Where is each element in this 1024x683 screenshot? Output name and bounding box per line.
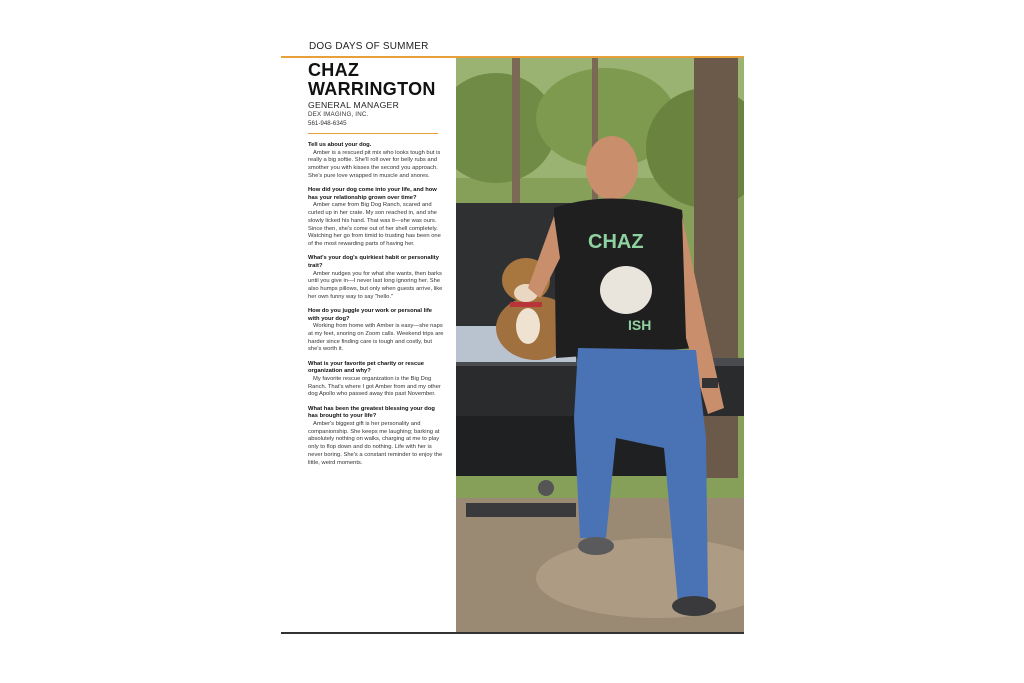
man-head [586, 136, 638, 200]
qa-question: What's your dog's quirkiest habit or personality trait? [308, 255, 439, 269]
qa-question: Tell us about your dog. [308, 142, 372, 148]
footer-rule [281, 632, 744, 634]
qa-item [308, 142, 445, 181]
qa-answer: Amber came from Big Dog Ranch, scared and curled up in her crate. My son reached in, and she slowly licked his hand. That was it—she was ours. Since then, she's come out of her shell completely. Watching her go from timid to trusting has been one of the most rewarding parts of having her. [308, 202, 441, 247]
qa-item [308, 406, 445, 468]
shoe-left [578, 537, 614, 555]
profile-company: DEX IMAGING, INC. [308, 111, 369, 118]
qa-list [308, 142, 445, 474]
qa-question: How do you juggle your work or personal life with your dog? [308, 307, 433, 322]
qa-item [308, 187, 445, 249]
profile-name-first: CHAZ [308, 60, 360, 80]
section-label: DOG DAYS OF SUMMER [309, 41, 429, 52]
magazine-page [281, 36, 744, 636]
qa-answer: Amber is a rescued pit mix who looks tough but is really a big softie. She'll roll over for belly rubs and smother you with kisses the second you approach. She's pure love wrapped in muscle and snores. [308, 149, 441, 179]
shoe-right [672, 596, 716, 616]
qa-answer: My favorite rescue organization is the Big Dog Ranch. That's where I got Amber from and my other dog Apollo who passed away this past November. [308, 375, 441, 398]
profile-name-last: WARRINGTON [308, 79, 436, 99]
profile-phone: 561-948-6345 [308, 120, 347, 127]
feature-photo [456, 58, 744, 632]
qa-item [308, 361, 445, 400]
qa-answer: Amber nudges you for what she wants, then barks until you give in—I never last long ignoring her. She also humps pillows, but only when guests arrive, like her own funny way to say "hello." [308, 270, 443, 300]
qa-item [308, 308, 445, 354]
truck-step [466, 503, 576, 517]
profile-title: GENERAL MANAGER [308, 100, 400, 110]
profile-name [308, 61, 458, 99]
shirt-graphic [600, 266, 652, 314]
qa-question: What is your favorite pet charity or rescue organization and why? [308, 360, 424, 375]
column-rule [308, 133, 438, 134]
photo-illustration [456, 58, 744, 632]
qa-answer: Amber's biggest gift is her personality and companionship. She keeps me laughing; barking at absolutely nothing on walks, charging at me to play only to flop down and do nothing. Life with her is never boring. She's a constant reminder to enjoy the little, weird moments. [308, 421, 443, 466]
qa-question: How did your dog come into your life, and how has your relationship grown over time? [308, 187, 437, 201]
dog-collar [510, 302, 542, 307]
qa-question: What has been the greatest blessing your dog has brought to your life? [308, 405, 435, 420]
shirt-text-top: CHAZ [588, 231, 644, 253]
watch [702, 378, 718, 388]
qa-answer: Working from home with Amber is easy—she naps at my feet, snoring on Zoom calls. Weekend trips are harder since finding care is tough and costly, but she's worth it. [308, 323, 444, 353]
dog-chest [516, 308, 540, 344]
hitch [538, 480, 554, 496]
qa-item [308, 255, 445, 301]
shirt-text-bottom: ISH [628, 317, 652, 333]
